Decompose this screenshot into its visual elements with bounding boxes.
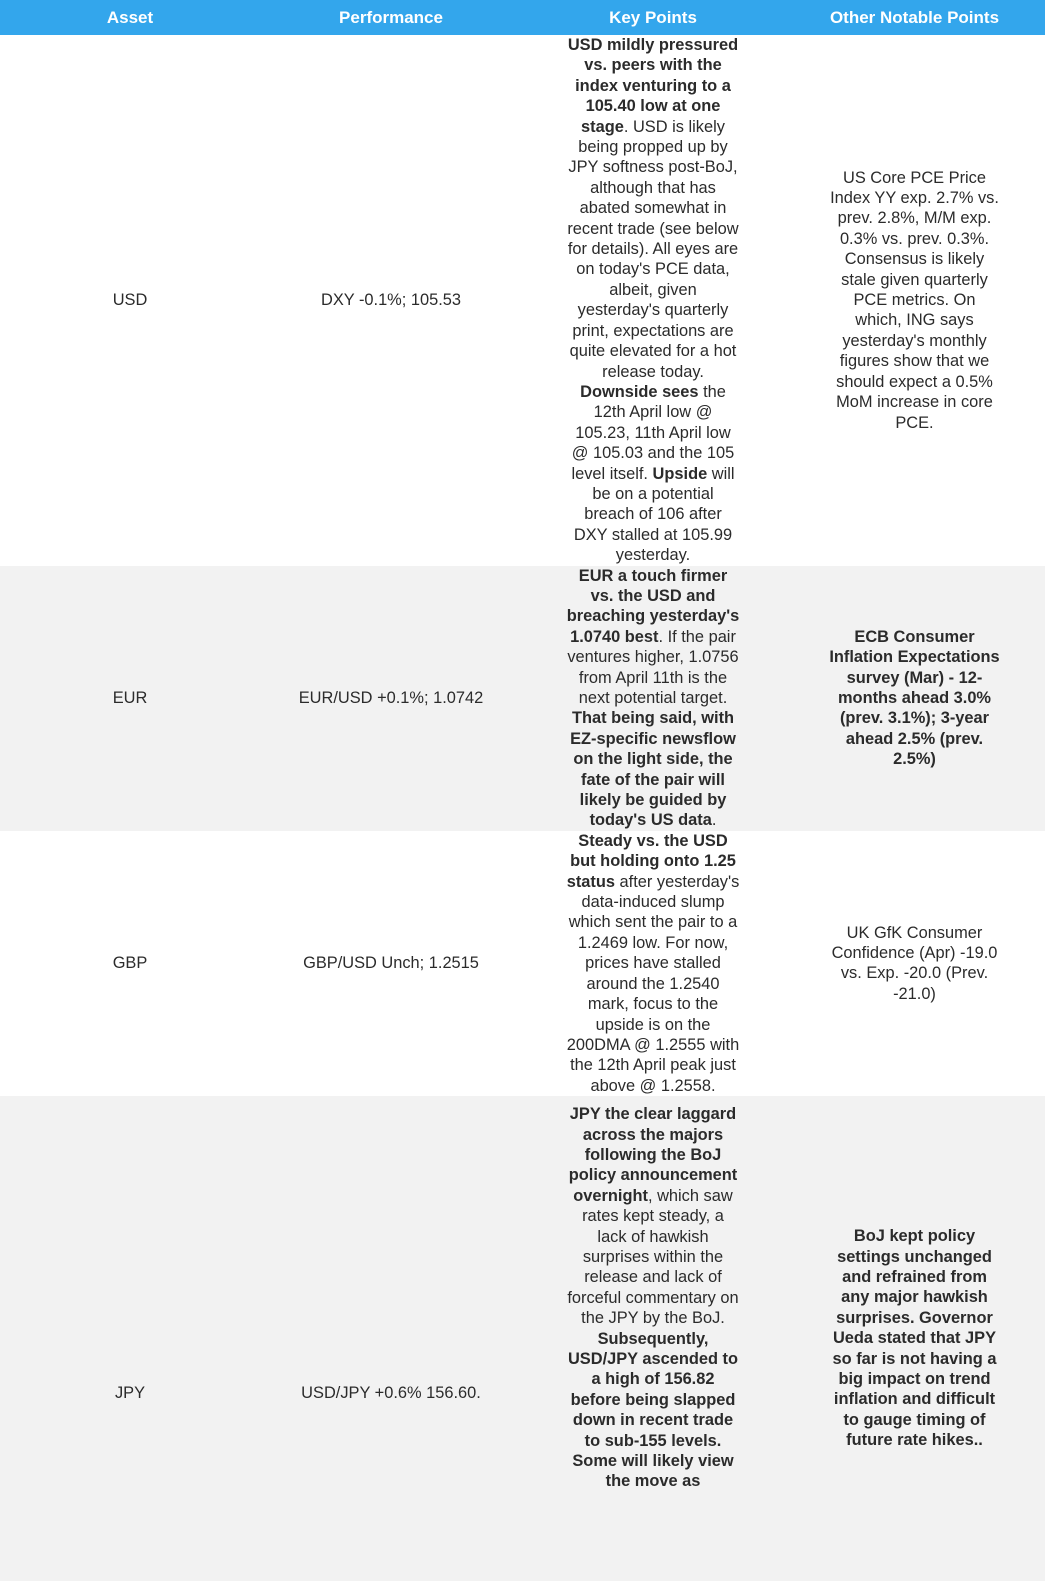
performance-cell: GBP/USD Unch; 1.2515 <box>303 954 479 973</box>
header-row <box>0 0 1045 35</box>
header-asset: Asset <box>0 0 260 35</box>
key-points-cell: EUR a touch firmer vs. the USD and breaching yesterday's 1.0740 best. If the pair ventures higher, 1.0756 from April 11th is the next potential target. That being said, with EZ-specific newsflow on the light side, the fate of the pair will likely be guided by today's US data. <box>522 566 784 831</box>
table-row-usd <box>0 35 1045 566</box>
other-notable-points-cell: ECB Consumer Inflation Expectations survey (Mar) - 12-months ahead 3.0% (prev. 3.1%); 3-year ahead 2.5% (prev. 2.5%) <box>784 566 1045 831</box>
table-row-eur <box>0 566 1045 831</box>
asset-cell: EUR <box>0 566 260 831</box>
asset-cell: GBP <box>112 954 148 973</box>
asset-cell: JPY <box>0 1096 260 1581</box>
key-points-cell: Steady vs. the USD but holding onto 1.25 status after yesterday's data-induced slump which sent the pair to a 1.2469 low. For now, prices have stalled around the 1.2540 mark, focus to the upside is on the 200DMA @ 1.2555 with the 12th April peak just above @ 1.2558. <box>566 831 740 1095</box>
header-key-points: Key Points <box>522 0 784 35</box>
other-notable-points-cell: BoJ kept policy settings unchanged and refrained from any major hawkish surprises. Governor Ueda stated that JPY so far is not having a big impact on trend inflation and difficult to gauge timing of future rate hikes.. <box>784 1096 1045 1581</box>
performance-cell: DXY -0.1%; 105.53 <box>320 291 462 310</box>
performance-cell: USD/JPY +0.6% 156.60. <box>260 1096 522 1581</box>
other-notable-points-cell: US Core PCE Price Index YY exp. 2.7% vs. prev. 2.8%, M/M exp. 0.3% vs. prev. 0.3%. Consensus is likely stale given quarterly PCE metrics. On which, ING says yesterday's monthly figures show that we should expect a 0.5% MoM increase in core PCE. <box>830 168 999 432</box>
other-notable-points-cell: UK GfK Consumer Confidence (Apr) -19.0 vs. Exp. -20.0 (Prev. -21.0) <box>831 923 998 1003</box>
header-other-notable-points: Other Notable Points <box>784 0 1045 35</box>
key-points-cell: USD mildly pressured vs. peers with the index venturing to a 105.40 low at one stage. USD is likely being propped up by JPY softness post-BoJ, although that has abated somewhat in recent trade (see below for details). All eyes are on today's PCE data, albeit, given yesterday's quarterly print, expectations are quite elevated for a hot release today. Downside sees the 12th April low @ 105.23, 11th April low @ 105.03 and the 105 level itself. Upside will be on a potential breach of 106 after DXY stalled at 105.99 yesterday. <box>567 36 739 565</box>
table-row-jpy <box>0 1096 1045 1581</box>
table-row-gbp <box>0 831 1045 1096</box>
key-points-cell: JPY the clear laggard across the majors following the BoJ policy announcement overnight, which saw rates kept steady, a lack of hawkish surprises within the release and lack of forceful commentary on the JPY by the BoJ. Subsequently, USD/JPY ascended to a high of 156.82 before being slapped down in recent trade to sub-155 levels. Some will likely view the move as <box>522 1096 784 1581</box>
asset-cell: USD <box>112 291 148 310</box>
header-performance: Performance <box>260 0 522 35</box>
performance-cell: EUR/USD +0.1%; 1.0742 <box>260 566 522 831</box>
